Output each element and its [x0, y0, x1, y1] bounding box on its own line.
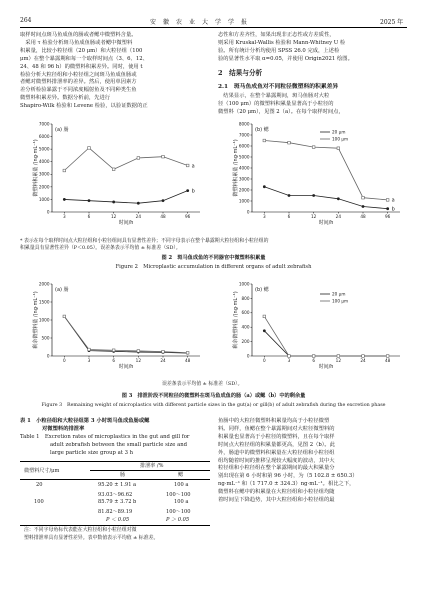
data-point: [88, 348, 91, 351]
text-line: Shapiro-Wilk 检验和 Levene 检验，以验证数据的正: [20, 103, 148, 110]
x-tick-label: 48: [360, 214, 366, 219]
text-line: 鱼肠中的大粒径微塑料积累量均高于小粒径微塑: [218, 418, 330, 424]
y-tick-label: 2000: [38, 184, 50, 190]
table-cell-size: 100: [34, 499, 44, 505]
text-line: 粒径组和小粒径组在整个暴露期间的最大积累量分: [218, 465, 335, 472]
data-point: [288, 141, 291, 144]
data-point: [312, 355, 315, 358]
text-line: 微塑料积累差异。数据分析前，先进行: [20, 95, 111, 102]
left-column-text: [20, 32, 148, 111]
data-point: [337, 147, 340, 150]
data-point: [63, 169, 66, 172]
y-tick-label: 7000: [38, 121, 50, 127]
table-header-size: 微塑料尺寸/μm: [24, 468, 60, 474]
y-tick-label: 4000: [38, 159, 50, 165]
figure-3-note: 误差条表示平均值 ± 标准差（SD）。: [162, 381, 243, 387]
data-point: [88, 147, 91, 150]
header-year: 2025 年: [380, 19, 404, 26]
page-number: 264: [20, 17, 32, 24]
y-tick-label: 500: [41, 335, 50, 341]
journal-title: 安 徽 农 业 大 学 学 报: [150, 19, 248, 26]
group-letter: a: [391, 197, 395, 204]
table-cell-gill: 100 a: [174, 482, 189, 488]
data-point: [337, 197, 340, 200]
data-point: [312, 194, 315, 197]
text-line: 验。所有统计分析均使用 SPSS 26.0 完成，上述检: [218, 47, 340, 54]
panel-label: (b) 鳃: [255, 127, 269, 133]
data-point: [312, 146, 315, 149]
x-tick-label: 96: [384, 214, 391, 219]
x-tick-label: 24: [335, 214, 342, 219]
text-line: 径（100 μm）的微塑料积累量显著高于小粒径的: [218, 100, 334, 107]
x-tick-label: 6: [112, 358, 116, 363]
text-line: 者鳃对微塑料排泄率的差异。然后，使用单因素方: [20, 79, 137, 86]
series-line: [264, 187, 387, 209]
right-bottom-text: [218, 418, 358, 505]
group-letter: a: [191, 163, 195, 170]
data-point: [112, 349, 115, 352]
figure-3-caption-cn: 图 3 排泄阶段不同粒径的微塑料在斑马鱼成鱼的肠（a）或鳃（b）中的剩余量: [121, 393, 306, 399]
x-tick-label: 6: [312, 358, 316, 363]
x-tick-label: 24: [135, 214, 142, 219]
y-tick-label: 4000: [238, 165, 250, 171]
text-line: 别出现在第 6 小时和第 96 小时，为（5 102.8 ± 650.3）: [218, 473, 358, 480]
table-rule-header: [20, 479, 210, 480]
table-header-gut: 肠: [120, 472, 126, 478]
y-tick-label: 200: [241, 339, 250, 344]
data-point: [263, 315, 266, 318]
y-tick-label: 800: [241, 295, 250, 301]
x-tick-label: 3: [262, 214, 266, 219]
table-title-cn: 对微塑料的排泄率: [42, 425, 85, 432]
right-column-text: [218, 32, 353, 64]
data-point: [362, 205, 365, 208]
data-point: [386, 207, 389, 210]
legend-label: 20 μm: [332, 291, 346, 297]
y-axis-label: 微塑料积累量 /(ng·mL⁻¹): [233, 139, 239, 197]
y-axis-label: 剩余微塑料量 /(ng·mL⁻¹): [33, 291, 39, 349]
figure-2b-panel: [232, 121, 400, 226]
figure-2: [20, 118, 410, 236]
x-tick-label: 24: [360, 358, 366, 363]
y-tick-label: 5000: [38, 146, 50, 152]
data-point: [337, 355, 340, 358]
y-tick-label: 2000: [238, 187, 250, 193]
panel-label: (a) 肠: [55, 127, 69, 133]
figure-2a-panel: [32, 121, 200, 226]
table-title-cn: 表 1 小粒径组和大粒径组第 3 小时斑马鱼成鱼肠或鳃: [20, 418, 150, 424]
x-tick-label: 12: [335, 358, 342, 363]
group-letter: b: [391, 206, 395, 213]
data-point: [186, 189, 189, 192]
series-line: [264, 141, 387, 200]
group-letter: b: [191, 188, 195, 195]
x-tick-label: 96: [184, 214, 191, 219]
data-point: [162, 350, 165, 353]
table-cell-gill: 100 a: [174, 499, 189, 505]
text-line: 积累量也显著高于小粒径的微塑料，且在每个取样: [218, 433, 335, 440]
series-line: [264, 331, 387, 356]
x-tick-label: 48: [184, 358, 191, 363]
x-tick-label: 12: [310, 214, 317, 219]
data-point: [362, 355, 365, 358]
y-tick-label: 2000: [38, 281, 50, 287]
y-tick-label: 600: [241, 310, 250, 316]
table-cell-gill: 100～100: [166, 508, 191, 515]
table-title-en: adult zebrafish between the small particle size and: [50, 441, 188, 448]
data-point: [263, 329, 266, 332]
x-tick-label: 3: [287, 358, 291, 363]
figure-3-caption-en: Figure 3 Remaining weight of microplastics with different particle sizes in the gut(a) or gill(b) of adult zebrafish during the excretion phase: [41, 403, 386, 408]
text-line: 着时间呈下降趋势，其中大粒径组和小粒径组的最: [218, 497, 335, 504]
y-tick-label: 6000: [238, 143, 250, 149]
x-tick-label: 24: [160, 358, 166, 363]
series-line: [64, 316, 187, 353]
y-tick-label: 1000: [38, 196, 50, 202]
table-cell-gut: 85.79 ± 3.72 b: [98, 499, 137, 505]
text-line: 采用 τ 检验分析斑马鱼成鱼肠或者鳃中微塑料: [20, 39, 133, 46]
table-cell-gill: P ＞ 0.05: [166, 517, 190, 523]
y-tick-label: 0: [46, 353, 50, 359]
data-point: [386, 199, 389, 202]
y-tick-label: 400: [241, 324, 250, 330]
text-line: μm）在整个暴露期和每一个取样时间点（3、6、12、: [20, 55, 148, 62]
x-tick-label: 12: [135, 358, 142, 363]
text-line: 态性和方差齐性，如果出现非正态性或方差质性，: [218, 32, 335, 38]
x-axis-label: 时间/h: [318, 364, 334, 370]
y-tick-label: 8000: [238, 121, 250, 127]
text-line: 外，肠道中的微塑料积累量在大粒径组和小粒径组: [218, 449, 335, 456]
figure-2-note-line: 积累量具有显著性差异（P＜0.05）。误差条表示平均值 ± 标准差（SD）。: [20, 245, 181, 252]
series-line: [64, 191, 187, 204]
y-tick-label: 1000: [238, 198, 250, 204]
y-tick-label: 3000: [38, 171, 50, 177]
legend-label: 20 μm: [332, 129, 346, 135]
y-axis-label: 剩余微塑料量 /(ng·mL⁻¹): [233, 291, 239, 349]
table-footnote: 注：不同字母角标代表能在大粒径组和小粒径组对微: [24, 527, 137, 533]
y-tick-label: 3000: [238, 176, 250, 182]
data-point: [186, 164, 189, 167]
y-tick-label: 1000: [38, 317, 50, 323]
figure-2-caption-en: Figure 2 Microplastic accumulation in different organs of adult zebrafish: [115, 264, 312, 270]
x-axis-label: 时间/h: [118, 220, 134, 226]
data-point: [186, 351, 189, 354]
section-title: 2 结果与分析: [218, 69, 263, 77]
figure-3b-panel: [232, 281, 400, 370]
legend-label: 100 μm: [332, 136, 349, 142]
text-line: 微塑料（20 μm），见图 2（a）。在每个取样时间点，: [218, 108, 344, 115]
figure-3a-panel: [32, 281, 200, 370]
data-point: [288, 194, 291, 197]
table-header-gill: 鳃: [178, 472, 184, 478]
data-point: [162, 155, 165, 158]
x-tick-label: 3: [87, 358, 91, 363]
table-cell-gill: 100～100: [166, 491, 191, 498]
text-line: 取样时间点斑马鱼成鱼的肠或者鳃中微塑料含量。: [20, 32, 137, 38]
data-point: [137, 350, 140, 353]
y-tick-label: 6000: [38, 133, 50, 139]
text-line: 微塑料在鳃中的积累量在大粒径组和小粒径组均随: [218, 489, 335, 496]
figure-2-note-line: * 表示在每个取样时间点大粒径组和小粒径组间具有显著性差异；不同字母表示在整个暴露期大粒径组和小粒径组的: [20, 238, 269, 244]
data-point: [88, 199, 91, 202]
right-column-paragraph: [218, 93, 344, 117]
figure-2-caption-cn: 图 2 斑马鱼成鱼的不同器官中微塑料积累量: [161, 255, 266, 261]
series-line: [64, 316, 187, 352]
header-rule: [20, 27, 407, 28]
text-line: ng·mL⁻¹ 和（1 717.0 ± 324.3）ng·mL⁻¹。相比之下，: [218, 481, 355, 488]
x-tick-label: 0: [62, 358, 66, 363]
data-point: [63, 198, 66, 201]
data-point: [162, 199, 165, 202]
data-point: [263, 185, 266, 188]
text-line: 检验分析大粒径组和小粒径组之间斑马鱼成鱼肠或: [20, 71, 137, 78]
y-tick-label: 0: [46, 209, 50, 215]
table-title-en: Table 1 Excretion rates of microplastics in the gut and gill for: [20, 433, 190, 440]
figure-2-note: [20, 238, 269, 253]
y-tick-label: 0: [246, 353, 250, 359]
y-tick-label: 5000: [238, 154, 250, 160]
text-line: 组均随着时间的推移呈现较大幅度的波动，其中大: [218, 457, 335, 464]
data-point: [386, 355, 389, 358]
table-rule-top: [20, 461, 210, 462]
x-tick-label: 6: [287, 214, 291, 219]
x-tick-label: 48: [384, 358, 391, 363]
text-line: 24、48 和 96 h）的微塑料积累差异。同时，使用 t: [20, 63, 143, 70]
data-point: [288, 355, 291, 358]
panel-label: (b) 鳃: [255, 287, 269, 293]
data-point: [112, 168, 115, 171]
data-point: [112, 201, 115, 204]
x-tick-label: 6: [87, 214, 91, 219]
y-axis-label: 微塑料积累量 /(ng·mL⁻¹): [33, 139, 39, 197]
table-cell-gut: 93.03～96.62: [98, 491, 133, 498]
text-line: 差分析检验暴露于不同浓度幅射鱼及不同种类生鱼: [20, 87, 137, 94]
table-title-en: large particle size group at 3 h: [50, 449, 134, 456]
subsection-title: 2.1 斑马鱼成鱼对不同粒径微塑料的积累差异: [218, 84, 339, 90]
data-point: [137, 157, 140, 160]
table-footnote: 塑料排泄率具有显著性差异。表中数值表示平均值 ± 标准差。: [24, 535, 159, 541]
y-tick-label: 1000: [238, 281, 250, 287]
data-point: [263, 139, 266, 142]
text-line: 结果显示，在整个暴露期间，斑马鱼肠对大粒: [218, 93, 330, 99]
data-point: [137, 202, 140, 205]
table-1-block: [20, 418, 210, 458]
table-cell-size: 20: [36, 482, 43, 488]
data-point: [63, 315, 66, 318]
table-rule-bottom: [20, 525, 210, 526]
x-tick-label: 48: [160, 214, 166, 219]
y-tick-label: 1500: [38, 299, 50, 305]
text-line: 时间点大粒径组的积累量都更高，见图 2（b）。此: [218, 441, 336, 448]
text-line: 则采用 Kruskal-Wallis 检验和 Mann-Whitney U 检: [218, 39, 346, 46]
table-cell-gut: P ＜ 0.05: [106, 517, 130, 523]
x-tick-label: 12: [110, 214, 117, 219]
x-axis-label: 时间/h: [318, 220, 334, 226]
y-tick-label: 0: [246, 209, 250, 215]
text-line: 积累量，比较小粒径组（20 μm）和大粒径组（100: [20, 47, 143, 54]
table-header-rate: 排泄率 /%: [140, 463, 164, 469]
panel-label: (a) 肠: [55, 287, 69, 293]
figure-3: [20, 278, 410, 378]
x-tick-label: 3: [62, 214, 66, 219]
series-line: [64, 148, 187, 171]
x-tick-label: 0: [262, 358, 266, 363]
table-cell-gut: 81.82～89.19: [98, 508, 133, 515]
y-tick-label: 7000: [238, 132, 250, 138]
data-point: [362, 196, 365, 199]
table-rule-mid: [90, 470, 210, 471]
x-axis-label: 时间/h: [118, 364, 134, 370]
table-1: [20, 461, 210, 556]
table-cell-gut: 95.20 ± 1.91 a: [98, 482, 137, 488]
text-line: 料。同样，鱼鳃在整个暴露期间对大粒径微塑料的: [218, 425, 335, 432]
text-line: 验的显著性水平取 α=0.05，并使用 Origin2021 绘图。: [218, 55, 353, 62]
legend-label: 100 μm: [332, 298, 349, 304]
